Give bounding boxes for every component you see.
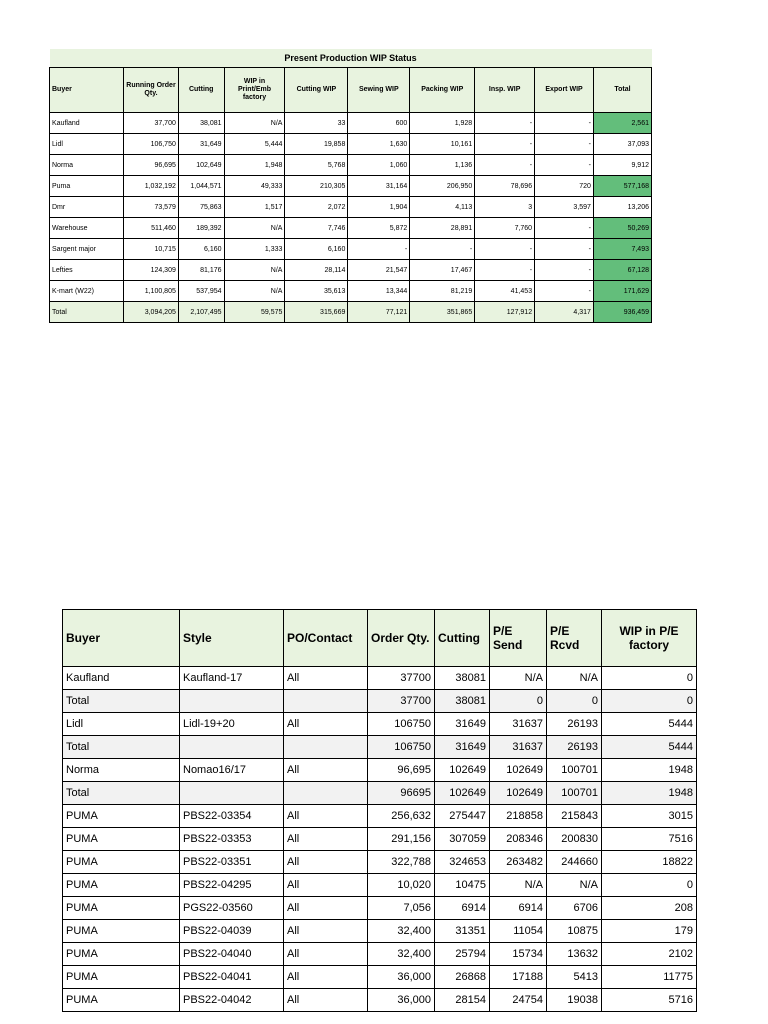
value-cell: - <box>475 239 535 260</box>
value-cell: 127,912 <box>475 302 535 323</box>
value-cell: 577,168 <box>593 176 651 197</box>
value-cell: 200830 <box>547 828 602 851</box>
value-cell: 6706 <box>547 897 602 920</box>
value-cell: 31649 <box>435 713 490 736</box>
style-header-cell: WIP in P/E factory <box>602 610 697 667</box>
value-cell: 24754 <box>490 989 547 1012</box>
value-cell: N/A <box>224 260 285 281</box>
wip-table-title: Present Production WIP Status <box>50 49 652 68</box>
value-cell: 124,309 <box>124 260 179 281</box>
buyer-cell: Lidl <box>50 134 124 155</box>
buyer-cell: Kaufland <box>50 113 124 134</box>
value-cell: 28154 <box>435 989 490 1012</box>
po-cell: All <box>284 851 368 874</box>
value-cell: 106750 <box>368 713 435 736</box>
style-cell: Lidl-19+20 <box>180 713 284 736</box>
value-cell: - <box>535 218 594 239</box>
wip-table-row <box>50 218 652 239</box>
wip-table-row <box>50 176 652 197</box>
value-cell: 35,613 <box>285 281 348 302</box>
value-cell: 59,575 <box>224 302 285 323</box>
po-cell <box>284 690 368 713</box>
style-header-cell: Cutting <box>435 610 490 667</box>
value-cell: 1,928 <box>410 113 475 134</box>
value-cell: 171,629 <box>593 281 651 302</box>
value-cell: N/A <box>547 874 602 897</box>
value-cell: 37,700 <box>124 113 179 134</box>
value-cell: 244660 <box>547 851 602 874</box>
value-cell: 28,891 <box>410 218 475 239</box>
style-total-row <box>63 782 697 805</box>
wip-header-cell: Cutting <box>178 68 224 113</box>
value-cell: 100701 <box>547 759 602 782</box>
value-cell: 10875 <box>547 920 602 943</box>
value-cell: 33 <box>285 113 348 134</box>
value-cell: 10475 <box>435 874 490 897</box>
value-cell: 1,100,805 <box>124 281 179 302</box>
value-cell: 275447 <box>435 805 490 828</box>
value-cell: 49,333 <box>224 176 285 197</box>
wip-table-body <box>50 113 652 323</box>
buyer-cell: Dmr <box>50 197 124 218</box>
buyer-cell: Sargent major <box>50 239 124 260</box>
value-cell: 1,044,571 <box>178 176 224 197</box>
value-cell: - <box>535 134 594 155</box>
value-cell: 6914 <box>490 897 547 920</box>
wip-table-row <box>50 155 652 176</box>
buyer-cell: Norma <box>63 759 180 782</box>
value-cell: 1,630 <box>348 134 410 155</box>
value-cell: 324653 <box>435 851 490 874</box>
style-total-row <box>63 736 697 759</box>
value-cell: 26868 <box>435 966 490 989</box>
value-cell: 32,400 <box>368 943 435 966</box>
value-cell: 2,107,495 <box>178 302 224 323</box>
value-cell: 0 <box>602 667 697 690</box>
value-cell: N/A <box>490 874 547 897</box>
value-cell: 1,333 <box>224 239 285 260</box>
style-table-row <box>63 874 697 897</box>
wip-table-row <box>50 134 652 155</box>
style-table-row <box>63 943 697 966</box>
style-header-cell: Buyer <box>63 610 180 667</box>
buyer-cell: Norma <box>50 155 124 176</box>
value-cell: 36,000 <box>368 966 435 989</box>
value-cell: 81,176 <box>178 260 224 281</box>
wip-table-row <box>50 260 652 281</box>
wip-table-row <box>50 281 652 302</box>
po-cell: All <box>284 667 368 690</box>
value-cell: 36,000 <box>368 989 435 1012</box>
value-cell: 81,219 <box>410 281 475 302</box>
po-cell: All <box>284 966 368 989</box>
value-cell: 7516 <box>602 828 697 851</box>
buyer-cell: PUMA <box>63 851 180 874</box>
value-cell: 31637 <box>490 713 547 736</box>
value-cell: 1948 <box>602 782 697 805</box>
value-cell: 11054 <box>490 920 547 943</box>
buyer-cell: Kaufland <box>63 667 180 690</box>
style-total-row <box>63 690 697 713</box>
style-table-row <box>63 989 697 1012</box>
wip-header-cell: Total <box>593 68 651 113</box>
style-table-row <box>63 920 697 943</box>
value-cell: 511,460 <box>124 218 179 239</box>
value-cell: 2,072 <box>285 197 348 218</box>
buyer-cell: PUMA <box>63 989 180 1012</box>
style-header-cell: P/E Rcvd <box>547 610 602 667</box>
value-cell: 21,547 <box>348 260 410 281</box>
value-cell: 10,020 <box>368 874 435 897</box>
value-cell: 1,136 <box>410 155 475 176</box>
value-cell: 10,715 <box>124 239 179 260</box>
value-cell: - <box>535 155 594 176</box>
value-cell: 18822 <box>602 851 697 874</box>
value-cell: 31637 <box>490 736 547 759</box>
value-cell: - <box>535 113 594 134</box>
style-table-body <box>63 667 697 1012</box>
value-cell: 78,696 <box>475 176 535 197</box>
buyer-cell: PUMA <box>63 828 180 851</box>
wip-header-cell: Cutting WIP <box>285 68 348 113</box>
value-cell: - <box>535 239 594 260</box>
value-cell: 4,113 <box>410 197 475 218</box>
style-cell: PBS22-03354 <box>180 805 284 828</box>
style-cell: PBS22-04042 <box>180 989 284 1012</box>
value-cell: 1,517 <box>224 197 285 218</box>
value-cell: 15734 <box>490 943 547 966</box>
value-cell: 37,093 <box>593 134 651 155</box>
style-table-row <box>63 759 697 782</box>
value-cell: 7,760 <box>475 218 535 239</box>
value-cell: 1,060 <box>348 155 410 176</box>
po-cell: All <box>284 897 368 920</box>
value-cell: 3,094,205 <box>124 302 179 323</box>
style-cell: PGS22-03560 <box>180 897 284 920</box>
value-cell: 31351 <box>435 920 490 943</box>
value-cell: 1,948 <box>224 155 285 176</box>
value-cell: 102649 <box>490 759 547 782</box>
value-cell: 1,032,192 <box>124 176 179 197</box>
value-cell: 7,056 <box>368 897 435 920</box>
value-cell: 11775 <box>602 966 697 989</box>
buyer-cell: Total <box>63 690 180 713</box>
buyer-cell: K-mart (W22) <box>50 281 124 302</box>
style-header-cell: P/E Send <box>490 610 547 667</box>
style-cell: PBS22-03351 <box>180 851 284 874</box>
style-cell: Kaufland-17 <box>180 667 284 690</box>
value-cell: 19,858 <box>285 134 348 155</box>
style-table-row <box>63 828 697 851</box>
value-cell: 102,649 <box>178 155 224 176</box>
value-cell: 96,695 <box>368 759 435 782</box>
style-table-row <box>63 713 697 736</box>
value-cell: 5444 <box>602 736 697 759</box>
value-cell: 31,649 <box>178 134 224 155</box>
wip-header-cell: Export WIP <box>535 68 594 113</box>
value-cell: N/A <box>224 218 285 239</box>
po-cell: All <box>284 759 368 782</box>
buyer-cell: Total <box>63 736 180 759</box>
buyer-cell: Lidl <box>63 713 180 736</box>
value-cell: 7,493 <box>593 239 651 260</box>
style-table-row <box>63 805 697 828</box>
value-cell: 96,695 <box>124 155 179 176</box>
style-cell: Nomao16/17 <box>180 759 284 782</box>
wip-header-cell: WIP in Print/Emb factory <box>224 68 285 113</box>
style-header-cell: Style <box>180 610 284 667</box>
buyer-cell: Total <box>63 782 180 805</box>
value-cell: 307059 <box>435 828 490 851</box>
buyer-cell: PUMA <box>63 943 180 966</box>
value-cell: 28,114 <box>285 260 348 281</box>
value-cell: - <box>475 134 535 155</box>
value-cell: 215843 <box>547 805 602 828</box>
value-cell: 32,400 <box>368 920 435 943</box>
wip-status-table <box>49 49 652 323</box>
value-cell: 5413 <box>547 966 602 989</box>
wip-table-row <box>50 197 652 218</box>
value-cell: 218858 <box>490 805 547 828</box>
value-cell: 31,164 <box>348 176 410 197</box>
value-cell: 5,444 <box>224 134 285 155</box>
value-cell: 17,467 <box>410 260 475 281</box>
style-cell: PBS22-03353 <box>180 828 284 851</box>
buyer-cell: Lefties <box>50 260 124 281</box>
value-cell: 50,269 <box>593 218 651 239</box>
buyer-cell: PUMA <box>63 966 180 989</box>
value-cell: 936,459 <box>593 302 651 323</box>
value-cell: 102649 <box>435 782 490 805</box>
value-cell: 41,453 <box>475 281 535 302</box>
value-cell: 4,317 <box>535 302 594 323</box>
value-cell: 25794 <box>435 943 490 966</box>
value-cell: 10,161 <box>410 134 475 155</box>
value-cell: 106,750 <box>124 134 179 155</box>
value-cell: 38081 <box>435 667 490 690</box>
value-cell: 6914 <box>435 897 490 920</box>
style-cell: PBS22-04039 <box>180 920 284 943</box>
value-cell: 17188 <box>490 966 547 989</box>
value-cell: N/A <box>490 667 547 690</box>
po-cell: All <box>284 920 368 943</box>
value-cell: 6,160 <box>178 239 224 260</box>
value-cell: 2102 <box>602 943 697 966</box>
style-table-row <box>63 897 697 920</box>
value-cell: 7,746 <box>285 218 348 239</box>
value-cell: 2,561 <box>593 113 651 134</box>
style-cell: PBS22-04295 <box>180 874 284 897</box>
po-cell: All <box>284 805 368 828</box>
value-cell: N/A <box>224 113 285 134</box>
value-cell: 96695 <box>368 782 435 805</box>
value-cell: 720 <box>535 176 594 197</box>
value-cell: 0 <box>602 874 697 897</box>
po-cell <box>284 782 368 805</box>
style-header-cell: PO/Contact <box>284 610 368 667</box>
buyer-cell: Total <box>50 302 124 323</box>
wip-table-row <box>50 113 652 134</box>
value-cell: 37700 <box>368 690 435 713</box>
value-cell: 102649 <box>490 782 547 805</box>
value-cell: 100701 <box>547 782 602 805</box>
value-cell: 26193 <box>547 736 602 759</box>
value-cell: 206,950 <box>410 176 475 197</box>
buyer-cell: PUMA <box>63 805 180 828</box>
wip-header-cell: Insp. WIP <box>475 68 535 113</box>
wip-header-cell: Running Order Qty. <box>124 68 179 113</box>
po-cell: All <box>284 943 368 966</box>
value-cell: - <box>348 239 410 260</box>
value-cell: N/A <box>224 281 285 302</box>
value-cell: 9,912 <box>593 155 651 176</box>
value-cell: 102649 <box>435 759 490 782</box>
value-cell: 210,305 <box>285 176 348 197</box>
style-cell: PBS22-04041 <box>180 966 284 989</box>
value-cell: 3015 <box>602 805 697 828</box>
style-cell: PBS22-04040 <box>180 943 284 966</box>
value-cell: 322,788 <box>368 851 435 874</box>
value-cell: 351,865 <box>410 302 475 323</box>
po-cell <box>284 736 368 759</box>
po-cell: All <box>284 828 368 851</box>
value-cell: 106750 <box>368 736 435 759</box>
value-cell: N/A <box>547 667 602 690</box>
value-cell: 5,872 <box>348 218 410 239</box>
po-cell: All <box>284 874 368 897</box>
value-cell: 263482 <box>490 851 547 874</box>
value-cell: 189,392 <box>178 218 224 239</box>
value-cell: 208346 <box>490 828 547 851</box>
style-cell <box>180 690 284 713</box>
buyer-cell: PUMA <box>63 920 180 943</box>
style-cell <box>180 782 284 805</box>
value-cell: 5716 <box>602 989 697 1012</box>
value-cell: 5,768 <box>285 155 348 176</box>
value-cell: - <box>410 239 475 260</box>
value-cell: 256,632 <box>368 805 435 828</box>
wip-table-row <box>50 239 652 260</box>
value-cell: 75,863 <box>178 197 224 218</box>
style-table-row <box>63 966 697 989</box>
value-cell: 208 <box>602 897 697 920</box>
style-table-row <box>63 667 697 690</box>
value-cell: - <box>475 113 535 134</box>
style-cell <box>180 736 284 759</box>
wip-table-header-row <box>50 68 652 113</box>
value-cell: 13,206 <box>593 197 651 218</box>
buyer-cell: PUMA <box>63 874 180 897</box>
po-cell: All <box>284 989 368 1012</box>
value-cell: 537,954 <box>178 281 224 302</box>
style-table-header-row <box>63 610 697 667</box>
style-header-cell: Order Qty. <box>368 610 435 667</box>
value-cell: 0 <box>547 690 602 713</box>
buyer-cell: PUMA <box>63 897 180 920</box>
wip-header-cell: Buyer <box>50 68 124 113</box>
style-table-row <box>63 851 697 874</box>
value-cell: 37700 <box>368 667 435 690</box>
value-cell: 26193 <box>547 713 602 736</box>
value-cell: - <box>475 155 535 176</box>
value-cell: - <box>535 281 594 302</box>
value-cell: 6,160 <box>285 239 348 260</box>
buyer-cell: Puma <box>50 176 124 197</box>
value-cell: 3,597 <box>535 197 594 218</box>
value-cell: 315,669 <box>285 302 348 323</box>
wip-header-cell: Packing WIP <box>410 68 475 113</box>
value-cell: 13,344 <box>348 281 410 302</box>
value-cell: 19038 <box>547 989 602 1012</box>
value-cell: 0 <box>602 690 697 713</box>
value-cell: 77,121 <box>348 302 410 323</box>
value-cell: 38,081 <box>178 113 224 134</box>
po-cell: All <box>284 713 368 736</box>
value-cell: 291,156 <box>368 828 435 851</box>
value-cell: 600 <box>348 113 410 134</box>
value-cell: 31649 <box>435 736 490 759</box>
value-cell: - <box>535 260 594 281</box>
value-cell: 38081 <box>435 690 490 713</box>
value-cell: 1948 <box>602 759 697 782</box>
buyer-cell: Warehouse <box>50 218 124 239</box>
wip-total-row <box>50 302 652 323</box>
value-cell: 1,904 <box>348 197 410 218</box>
value-cell: 179 <box>602 920 697 943</box>
value-cell: 73,579 <box>124 197 179 218</box>
value-cell: 67,128 <box>593 260 651 281</box>
style-wip-table <box>62 609 697 1012</box>
wip-header-cell: Sewing WIP <box>348 68 410 113</box>
value-cell: - <box>475 260 535 281</box>
value-cell: 0 <box>490 690 547 713</box>
value-cell: 5444 <box>602 713 697 736</box>
value-cell: 3 <box>475 197 535 218</box>
value-cell: 13632 <box>547 943 602 966</box>
